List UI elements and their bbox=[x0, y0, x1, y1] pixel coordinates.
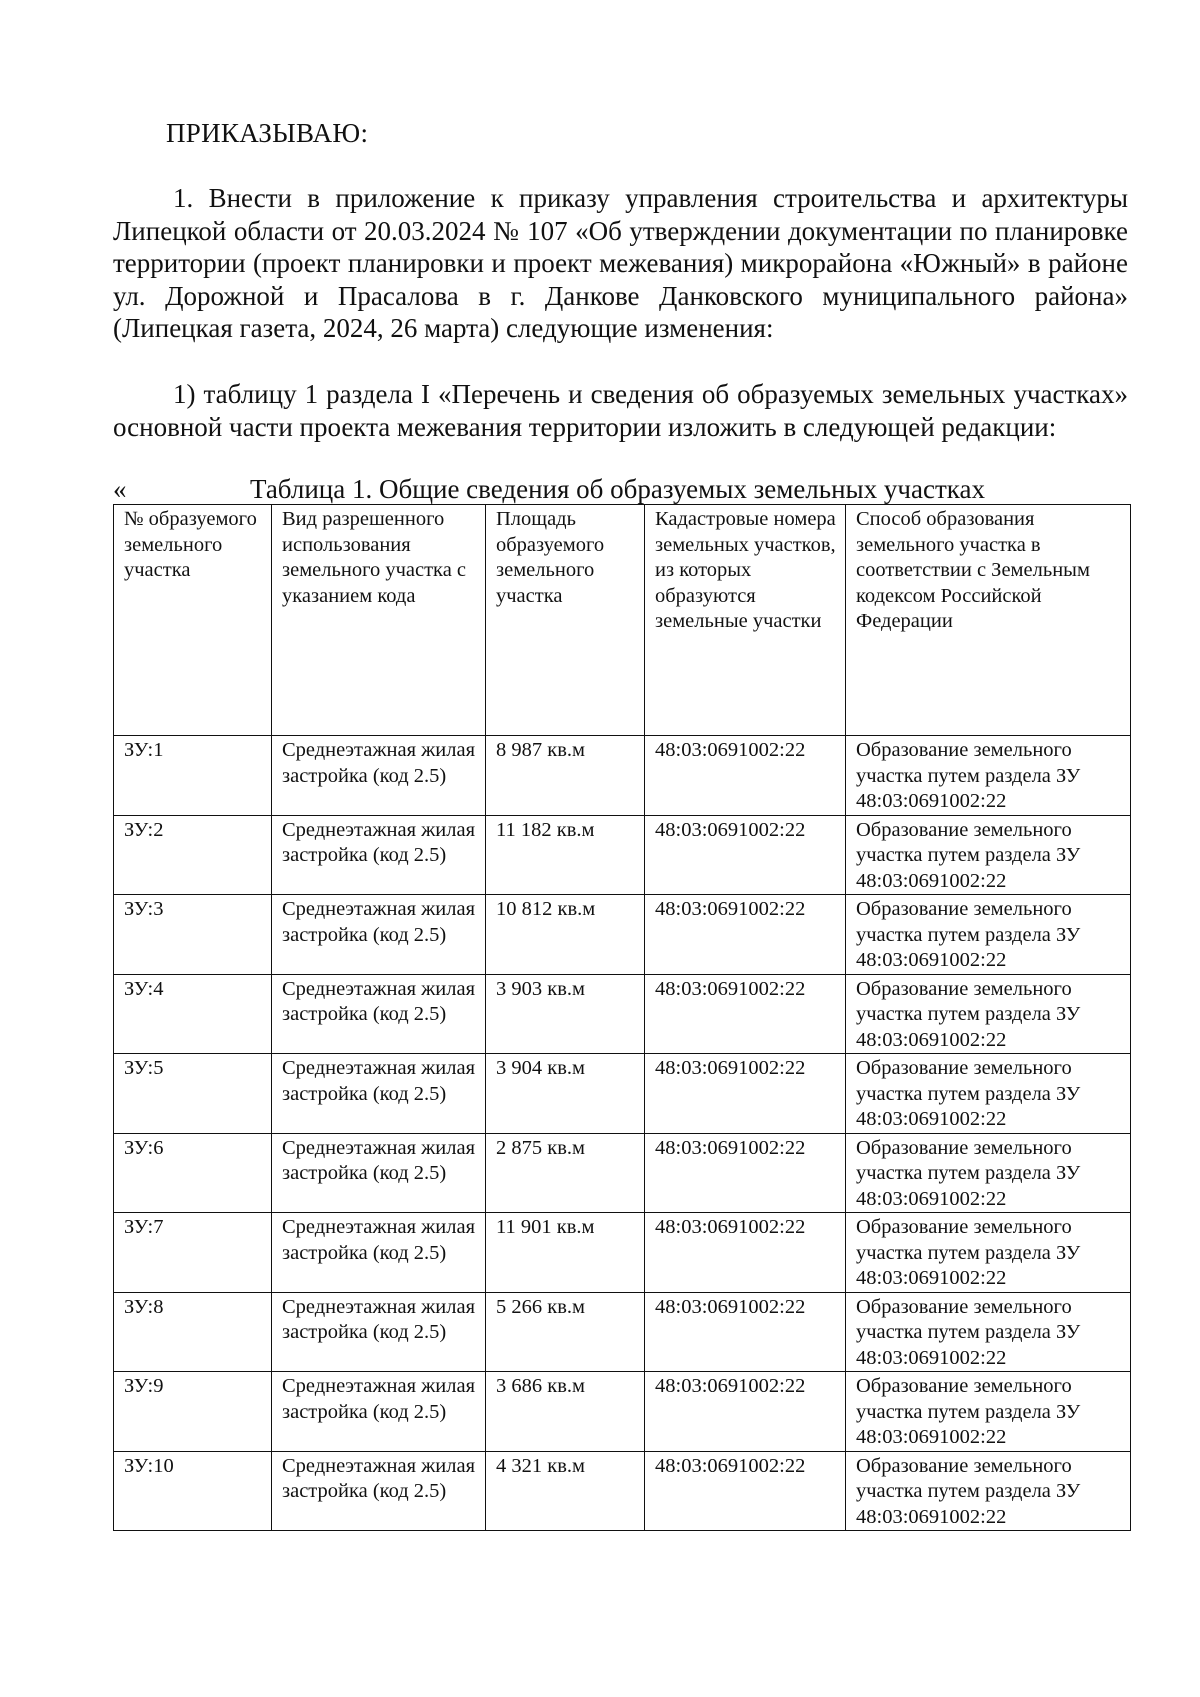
table-row bbox=[114, 1372, 1131, 1452]
table-caption: Таблица 1. Общие сведения об образуемых земельных участках bbox=[250, 474, 985, 504]
cell-cadastral-number: 48:03:0691002:22 bbox=[645, 815, 846, 895]
table-row bbox=[114, 1054, 1131, 1134]
cell-cadastral-number: 48:03:0691002:22 bbox=[645, 1054, 846, 1134]
cell-permitted-use: Среднеэтажная жилая застройка (код 2.5) bbox=[272, 736, 486, 816]
cell-permitted-use: Среднеэтажная жилая застройка (код 2.5) bbox=[272, 1054, 486, 1134]
cell-area: 5 266 кв.м bbox=[486, 1292, 645, 1372]
table-row bbox=[114, 1133, 1131, 1213]
cell-area: 3 904 кв.м bbox=[486, 1054, 645, 1134]
cell-area: 8 987 кв.м bbox=[486, 736, 645, 816]
cell-permitted-use: Среднеэтажная жилая застройка (код 2.5) bbox=[272, 1372, 486, 1452]
cell-formation-method: Образование земельного участка путем раздела ЗУ 48:03:0691002:22 bbox=[846, 895, 1131, 975]
cell-plot-number: ЗУ:1 bbox=[114, 736, 272, 816]
paragraph-1-text: 1. Внести в приложение к приказу управления строительства и архитектуры Липецкой области от 20.03.2024 № 107 «Об утверждении документации по планировке территории (проект планировки и проект межевания) микрорайона «Южный» в районе ул. Дорожной и Прасалова в г. Данкове Данковского муниципального района» (Липецкая газета, 2024, 26 марта) следующие изменения: bbox=[113, 183, 1128, 343]
cell-formation-method: Образование земельного участка путем раздела ЗУ 48:03:0691002:22 bbox=[846, 1213, 1131, 1293]
cell-area: 10 812 кв.м bbox=[486, 895, 645, 975]
cell-permitted-use: Среднеэтажная жилая застройка (код 2.5) bbox=[272, 1213, 486, 1293]
cell-permitted-use: Среднеэтажная жилая застройка (код 2.5) bbox=[272, 1451, 486, 1531]
cell-cadastral-number: 48:03:0691002:22 bbox=[645, 974, 846, 1054]
header-cadastral-numbers: Кадастровые номера земельных участков, из которых образуются земельные участки bbox=[645, 505, 846, 736]
cell-plot-number: ЗУ:2 bbox=[114, 815, 272, 895]
cell-plot-number: ЗУ:8 bbox=[114, 1292, 272, 1372]
header-row bbox=[114, 505, 1131, 736]
cell-cadastral-number: 48:03:0691002:22 bbox=[645, 1133, 846, 1213]
cell-area: 11 182 кв.м bbox=[486, 815, 645, 895]
cell-area: 4 321 кв.м bbox=[486, 1451, 645, 1531]
table-row bbox=[114, 1451, 1131, 1531]
cell-plot-number: ЗУ:7 bbox=[114, 1213, 272, 1293]
order-heading: ПРИКАЗЫВАЮ: bbox=[166, 118, 369, 148]
cell-formation-method: Образование земельного участка путем раздела ЗУ 48:03:0691002:22 bbox=[846, 1292, 1131, 1372]
cell-formation-method: Образование земельного участка путем раздела ЗУ 48:03:0691002:22 bbox=[846, 1451, 1131, 1531]
table-body bbox=[114, 736, 1131, 1531]
cell-cadastral-number: 48:03:0691002:22 bbox=[645, 1213, 846, 1293]
paragraph-2-text: 1) таблицу 1 раздела I «Перечень и сведения об образуемых земельных участках» основной части проекта межевания территории изложить в следующей редакции: bbox=[113, 379, 1128, 442]
cell-permitted-use: Среднеэтажная жилая застройка (код 2.5) bbox=[272, 1292, 486, 1372]
table-caption-line bbox=[113, 473, 1128, 505]
cell-formation-method: Образование земельного участка путем раздела ЗУ 48:03:0691002:22 bbox=[846, 1372, 1131, 1452]
cell-plot-number: ЗУ:5 bbox=[114, 1054, 272, 1134]
table-row bbox=[114, 815, 1131, 895]
cell-plot-number: ЗУ:9 bbox=[114, 1372, 272, 1452]
cell-plot-number: ЗУ:4 bbox=[114, 974, 272, 1054]
cell-cadastral-number: 48:03:0691002:22 bbox=[645, 1292, 846, 1372]
cell-area: 2 875 кв.м bbox=[486, 1133, 645, 1213]
cell-permitted-use: Среднеэтажная жилая застройка (код 2.5) bbox=[272, 974, 486, 1054]
cell-permitted-use: Среднеэтажная жилая застройка (код 2.5) bbox=[272, 895, 486, 975]
header-permitted-use: Вид разрешенного использования земельного участка с указанием кода bbox=[272, 505, 486, 736]
table-row bbox=[114, 736, 1131, 816]
land-plots-table bbox=[113, 504, 1131, 1531]
header-area: Площадь образуемого земельного участка bbox=[486, 505, 645, 736]
table-row bbox=[114, 974, 1131, 1054]
table-row bbox=[114, 1292, 1131, 1372]
table-header bbox=[114, 505, 1131, 736]
cell-formation-method: Образование земельного участка путем раздела ЗУ 48:03:0691002:22 bbox=[846, 736, 1131, 816]
cell-area: 3 903 кв.м bbox=[486, 974, 645, 1054]
cell-formation-method: Образование земельного участка путем раздела ЗУ 48:03:0691002:22 bbox=[846, 1133, 1131, 1213]
cell-cadastral-number: 48:03:0691002:22 bbox=[645, 895, 846, 975]
cell-permitted-use: Среднеэтажная жилая застройка (код 2.5) bbox=[272, 815, 486, 895]
header-formation-method: Способ образования земельного участка в соответствии с Земельным кодексом Российской Федерации bbox=[846, 505, 1131, 736]
cell-plot-number: ЗУ:6 bbox=[114, 1133, 272, 1213]
cell-formation-method: Образование земельного участка путем раздела ЗУ 48:03:0691002:22 bbox=[846, 815, 1131, 895]
cell-plot-number: ЗУ:3 bbox=[114, 895, 272, 975]
table-row bbox=[114, 1213, 1131, 1293]
paragraph-1 bbox=[113, 182, 1128, 345]
cell-plot-number: ЗУ:10 bbox=[114, 1451, 272, 1531]
cell-area: 11 901 кв.м bbox=[486, 1213, 645, 1293]
cell-area: 3 686 кв.м bbox=[486, 1372, 645, 1452]
opening-quote: « bbox=[113, 474, 127, 504]
cell-formation-method: Образование земельного участка путем раздела ЗУ 48:03:0691002:22 bbox=[846, 974, 1131, 1054]
table-row bbox=[114, 895, 1131, 975]
cell-cadastral-number: 48:03:0691002:22 bbox=[645, 1372, 846, 1452]
header-plot-number: № образуемого земельного участка bbox=[114, 505, 272, 736]
paragraph-2 bbox=[113, 378, 1128, 443]
cell-cadastral-number: 48:03:0691002:22 bbox=[645, 1451, 846, 1531]
cell-formation-method: Образование земельного участка путем раздела ЗУ 48:03:0691002:22 bbox=[846, 1054, 1131, 1134]
cell-permitted-use: Среднеэтажная жилая застройка (код 2.5) bbox=[272, 1133, 486, 1213]
cell-cadastral-number: 48:03:0691002:22 bbox=[645, 736, 846, 816]
